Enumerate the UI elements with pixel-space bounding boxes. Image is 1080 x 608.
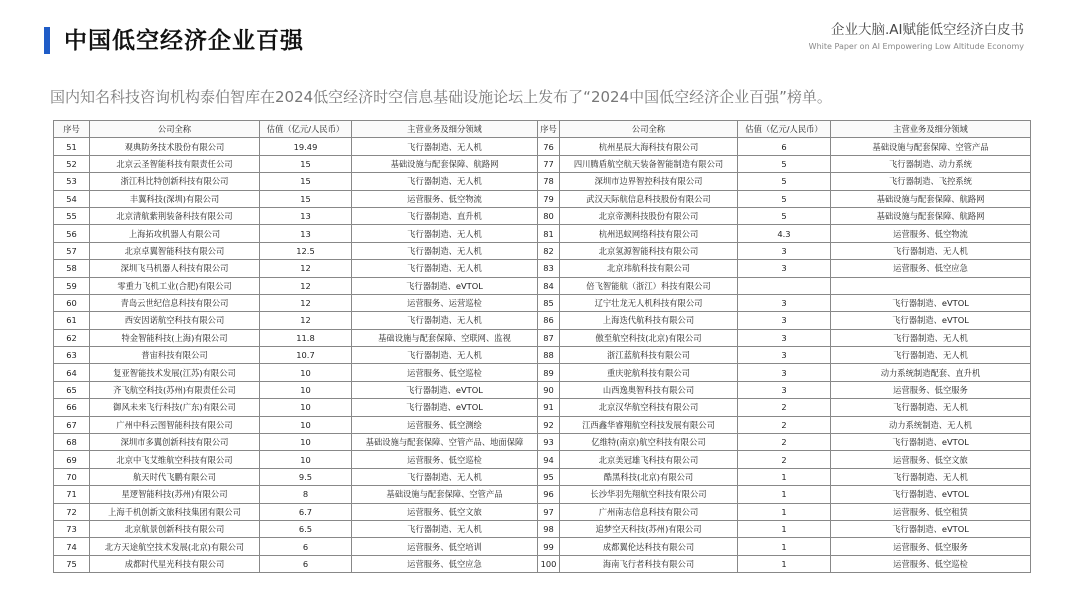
- table-header-row: [54, 121, 1031, 138]
- rank-cell: 83: [538, 260, 560, 277]
- company-cell: 酷黑科技(北京)有限公司: [560, 468, 738, 485]
- company-cell: 普宙科技有限公司: [90, 347, 260, 364]
- table-row: [54, 451, 1031, 468]
- valuation-cell: 10: [260, 399, 352, 416]
- business-cell: 飞行器制造、eVTOL: [352, 399, 538, 416]
- rank-cell: 75: [54, 555, 90, 572]
- table-row: [54, 225, 1031, 242]
- company-cell: 广州南志信息科技有限公司: [560, 503, 738, 520]
- company-cell: 武汉天际航信息科技股份有限公司: [560, 190, 738, 207]
- rank-cell: 88: [538, 347, 560, 364]
- rank-cell: 65: [54, 381, 90, 398]
- company-cell: 深圳市多翼创新科技有限公司: [90, 434, 260, 451]
- business-cell: 飞行器制造、无人机: [352, 520, 538, 537]
- rank-cell: 81: [538, 225, 560, 242]
- rank-cell: 70: [54, 468, 90, 485]
- valuation-cell: 6: [260, 555, 352, 572]
- valuation-cell: 3: [738, 381, 831, 398]
- company-cell: 海南飞行者科技有限公司: [560, 555, 738, 572]
- rank-cell: 79: [538, 190, 560, 207]
- company-cell: 北京帝测科技股份有限公司: [560, 207, 738, 224]
- rank-cell: 56: [54, 225, 90, 242]
- valuation-cell: [738, 277, 831, 294]
- business-cell: 飞行器制造、无人机: [352, 468, 538, 485]
- col-header: 公司全称: [560, 121, 738, 138]
- valuation-cell: 3: [738, 260, 831, 277]
- company-cell: 深圳市边界智控科技有限公司: [560, 173, 738, 190]
- business-cell: 基础设施与配套保障、空管产品: [831, 138, 1031, 155]
- business-cell: 运营服务、低空租赁: [831, 503, 1031, 520]
- business-cell: 运营服务、低空服务: [831, 538, 1031, 555]
- valuation-cell: 10: [260, 381, 352, 398]
- company-cell: 西安因诺航空科技有限公司: [90, 312, 260, 329]
- company-cell: 特金智能科技(上海)有限公司: [90, 329, 260, 346]
- col-header: 估值（亿元/人民币）: [260, 121, 352, 138]
- company-cell: 长沙华羽先翔航空科技有限公司: [560, 486, 738, 503]
- valuation-cell: 2: [738, 399, 831, 416]
- table-row: [54, 503, 1031, 520]
- table-row: [54, 277, 1031, 294]
- valuation-cell: 12: [260, 277, 352, 294]
- header-right-title: 企业大脑.AI赋能低空经济白皮书: [830, 22, 1024, 38]
- business-cell: 飞行器制造、无人机: [352, 225, 538, 242]
- business-cell: 运营服务、低空应急: [352, 555, 538, 572]
- business-cell: 飞行器制造、eVTOL: [831, 520, 1031, 537]
- table-row: [54, 399, 1031, 416]
- business-cell: 飞行器制造、无人机: [352, 260, 538, 277]
- valuation-cell: 19.49: [260, 138, 352, 155]
- valuation-cell: 1: [738, 486, 831, 503]
- business-cell: 飞行器制造、eVTOL: [352, 277, 538, 294]
- table-row: [54, 190, 1031, 207]
- company-cell: 深圳飞马机器人科技有限公司: [90, 260, 260, 277]
- business-cell: 飞行器制造、无人机: [831, 242, 1031, 259]
- company-cell: 山西逸奥智科技有限公司: [560, 381, 738, 398]
- valuation-cell: 6: [260, 538, 352, 555]
- rank-cell: 95: [538, 468, 560, 485]
- col-header: 序号: [54, 121, 90, 138]
- rank-cell: 72: [54, 503, 90, 520]
- rank-cell: 87: [538, 329, 560, 346]
- business-cell: 运营服务、低空巡检: [831, 555, 1031, 572]
- company-cell: 航天时代飞鹏有限公司: [90, 468, 260, 485]
- table-row: [54, 294, 1031, 311]
- valuation-cell: 2: [738, 451, 831, 468]
- company-cell: 上海迭代航科技有限公司: [560, 312, 738, 329]
- ranking-table: [53, 120, 1031, 573]
- company-cell: 成都时代星光科技有限公司: [90, 555, 260, 572]
- rank-cell: 85: [538, 294, 560, 311]
- table-row: [54, 486, 1031, 503]
- company-cell: 齐飞航空科技(苏州)有限责任公司: [90, 381, 260, 398]
- valuation-cell: 6: [738, 138, 831, 155]
- company-cell: 青岛云世纪信息科技有限公司: [90, 294, 260, 311]
- table-body: [54, 138, 1031, 573]
- rank-cell: 80: [538, 207, 560, 224]
- rank-cell: 89: [538, 364, 560, 381]
- valuation-cell: 3: [738, 294, 831, 311]
- company-cell: 辽宁壮龙无人机科技有限公司: [560, 294, 738, 311]
- rank-cell: 58: [54, 260, 90, 277]
- valuation-cell: 3: [738, 242, 831, 259]
- company-cell: 北京航景创新科技有限公司: [90, 520, 260, 537]
- valuation-cell: 1: [738, 520, 831, 537]
- rank-cell: 71: [54, 486, 90, 503]
- company-cell: 追梦空天科技(苏州)有限公司: [560, 520, 738, 537]
- table-row: [54, 242, 1031, 259]
- intro-text: 国内知名科技咨询机构泰伯智库在2024低空经济时空信息基础设施论坛上发布了“2024中国低空经济企业百强”榜单。: [50, 88, 832, 106]
- company-cell: 广州中科云图智能科技有限公司: [90, 416, 260, 433]
- col-header: 估值（亿元/人民币）: [738, 121, 831, 138]
- business-cell: 飞行器制造、动力系统: [831, 155, 1031, 172]
- company-cell: 星逻智能科技(苏州)有限公司: [90, 486, 260, 503]
- valuation-cell: 15: [260, 173, 352, 190]
- valuation-cell: 15: [260, 190, 352, 207]
- table-row: [54, 555, 1031, 572]
- business-cell: 运营服务、低空培训: [352, 538, 538, 555]
- rank-cell: 91: [538, 399, 560, 416]
- company-cell: 零重力飞机工业(合肥)有限公司: [90, 277, 260, 294]
- business-cell: 运营服务、低空巡检: [352, 364, 538, 381]
- valuation-cell: 3: [738, 347, 831, 364]
- rank-cell: 94: [538, 451, 560, 468]
- company-cell: 御风未来飞行科技(广东)有限公司: [90, 399, 260, 416]
- table-row: [54, 347, 1031, 364]
- business-cell: 飞行器制造、eVTOL: [831, 294, 1031, 311]
- business-cell: 基础设施与配套保障、空管产品: [352, 486, 538, 503]
- company-cell: 四川腾盾航空航天装备智能制造有限公司: [560, 155, 738, 172]
- valuation-cell: 1: [738, 468, 831, 485]
- business-cell: 飞行器制造、无人机: [831, 399, 1031, 416]
- rank-cell: 74: [54, 538, 90, 555]
- business-cell: 运营服务、低空文旅: [831, 451, 1031, 468]
- business-cell: 运营服务、低空测绘: [352, 416, 538, 433]
- business-cell: 飞行器制造、无人机: [831, 329, 1031, 346]
- company-cell: 复亚智能技术发展(江苏)有限公司: [90, 364, 260, 381]
- valuation-cell: 12: [260, 312, 352, 329]
- business-cell: 基础设施与配套保障、空联网、监视: [352, 329, 538, 346]
- business-cell: 飞行器制造、无人机: [352, 312, 538, 329]
- company-cell: 北京玮航科技有限公司: [560, 260, 738, 277]
- valuation-cell: 5: [738, 207, 831, 224]
- table-row: [54, 416, 1031, 433]
- business-cell: 飞行器制造、直升机: [352, 207, 538, 224]
- business-cell: 飞行器制造、无人机: [352, 173, 538, 190]
- business-cell: 基础设施与配套保障、航路网: [831, 207, 1031, 224]
- rank-cell: 68: [54, 434, 90, 451]
- valuation-cell: 1: [738, 503, 831, 520]
- rank-cell: 84: [538, 277, 560, 294]
- company-cell: 重庆驼航科技有限公司: [560, 364, 738, 381]
- col-header: 序号: [538, 121, 560, 138]
- company-cell: 北京氢源智能科技有限公司: [560, 242, 738, 259]
- rank-cell: 77: [538, 155, 560, 172]
- rank-cell: 73: [54, 520, 90, 537]
- company-cell: 倍飞智能航（浙江）科技有限公司: [560, 277, 738, 294]
- company-cell: 杭州星辰大海科技有限公司: [560, 138, 738, 155]
- valuation-cell: 3: [738, 364, 831, 381]
- valuation-cell: 2: [738, 416, 831, 433]
- business-cell: 飞行器制造、eVTOL: [831, 312, 1031, 329]
- rank-cell: 69: [54, 451, 90, 468]
- business-cell: 运营服务、低空巡检: [352, 451, 538, 468]
- valuation-cell: 3: [738, 312, 831, 329]
- business-cell: 运营服务、低空文旅: [352, 503, 538, 520]
- company-cell: 观典防务技术股份有限公司: [90, 138, 260, 155]
- business-cell: 飞行器制造、eVTOL: [831, 486, 1031, 503]
- company-cell: 成都翼伦达科技有限公司: [560, 538, 738, 555]
- rank-cell: 63: [54, 347, 90, 364]
- business-cell: 动力系统制造、无人机: [831, 416, 1031, 433]
- page-title: 中国低空经济企业百强: [64, 28, 304, 54]
- rank-cell: 86: [538, 312, 560, 329]
- business-cell: 基础设施与配套保障、航路网: [352, 155, 538, 172]
- valuation-cell: 12: [260, 294, 352, 311]
- business-cell: 运营服务、低空服务: [831, 381, 1031, 398]
- rank-cell: 57: [54, 242, 90, 259]
- rank-cell: 93: [538, 434, 560, 451]
- table-row: [54, 468, 1031, 485]
- rank-cell: 55: [54, 207, 90, 224]
- table-row: [54, 329, 1031, 346]
- table-row: [54, 434, 1031, 451]
- rank-cell: 78: [538, 173, 560, 190]
- rank-cell: 61: [54, 312, 90, 329]
- business-cell: 动力系统制造配套、直升机: [831, 364, 1031, 381]
- valuation-cell: 1: [738, 555, 831, 572]
- valuation-cell: 1: [738, 538, 831, 555]
- rank-cell: 90: [538, 381, 560, 398]
- table-row: [54, 312, 1031, 329]
- valuation-cell: 3: [738, 329, 831, 346]
- valuation-cell: 2: [738, 434, 831, 451]
- rank-cell: 66: [54, 399, 90, 416]
- business-cell: 飞行器制造、无人机: [352, 138, 538, 155]
- valuation-cell: 12.5: [260, 242, 352, 259]
- company-cell: 北京汉华航空科技有限公司: [560, 399, 738, 416]
- rank-cell: 76: [538, 138, 560, 155]
- col-header: 主营业务及细分领域: [831, 121, 1031, 138]
- rank-cell: 64: [54, 364, 90, 381]
- business-cell: 飞行器制造、eVTOL: [831, 434, 1031, 451]
- valuation-cell: 6.7: [260, 503, 352, 520]
- valuation-cell: 6.5: [260, 520, 352, 537]
- business-cell: 运营服务、运营巡检: [352, 294, 538, 311]
- table-row: [54, 155, 1031, 172]
- valuation-cell: 5: [738, 155, 831, 172]
- table-row: [54, 364, 1031, 381]
- table-row: [54, 520, 1031, 537]
- rank-cell: 97: [538, 503, 560, 520]
- company-cell: 北京云圣智能科技有限责任公司: [90, 155, 260, 172]
- header-right-subtitle: White Paper on AI Empowering Low Altitude Economy: [808, 42, 1024, 51]
- business-cell: 飞行器制造、无人机: [352, 242, 538, 259]
- business-cell: 飞行器制造、无人机: [831, 347, 1031, 364]
- valuation-cell: 4.3: [738, 225, 831, 242]
- rank-cell: 98: [538, 520, 560, 537]
- title-accent-bar: [44, 27, 50, 54]
- business-cell: 飞行器制造、飞控系统: [831, 173, 1031, 190]
- table-row: [54, 538, 1031, 555]
- table-row: [54, 260, 1031, 277]
- rank-cell: 100: [538, 555, 560, 572]
- company-cell: 丰翼科技(深圳)有限公司: [90, 190, 260, 207]
- valuation-cell: 8: [260, 486, 352, 503]
- valuation-cell: 10: [260, 416, 352, 433]
- business-cell: 飞行器制造、eVTOL: [352, 381, 538, 398]
- valuation-cell: 12: [260, 260, 352, 277]
- company-cell: 北京美冠雄飞科技有限公司: [560, 451, 738, 468]
- rank-cell: 51: [54, 138, 90, 155]
- rank-cell: 99: [538, 538, 560, 555]
- company-cell: 上海千机创新文旅科技集团有限公司: [90, 503, 260, 520]
- header-right: [809, 21, 1024, 51]
- company-cell: 亿维特(南京)航空科技有限公司: [560, 434, 738, 451]
- rank-cell: 53: [54, 173, 90, 190]
- rank-cell: 82: [538, 242, 560, 259]
- rank-cell: 92: [538, 416, 560, 433]
- table-row: [54, 207, 1031, 224]
- business-cell: [831, 277, 1031, 294]
- col-header: 主营业务及细分领域: [352, 121, 538, 138]
- table-row: [54, 173, 1031, 190]
- rank-cell: 67: [54, 416, 90, 433]
- company-cell: 江西鑫华睿翔航空科技发展有限公司: [560, 416, 738, 433]
- business-cell: 运营服务、低空应急: [831, 260, 1031, 277]
- company-cell: 浙江蓝航科技有限公司: [560, 347, 738, 364]
- table-row: [54, 381, 1031, 398]
- company-cell: 上海拓攻机器人有限公司: [90, 225, 260, 242]
- company-cell: 北京中飞艾维航空科技有限公司: [90, 451, 260, 468]
- business-cell: 飞行器制造、无人机: [352, 347, 538, 364]
- business-cell: 运营服务、低空物流: [831, 225, 1031, 242]
- company-cell: 北京卓翼智能科技有限公司: [90, 242, 260, 259]
- valuation-cell: 10.7: [260, 347, 352, 364]
- rank-cell: 96: [538, 486, 560, 503]
- valuation-cell: 10: [260, 364, 352, 381]
- business-cell: 运营服务、低空物流: [352, 190, 538, 207]
- company-cell: 浙江科比特创新科技有限公司: [90, 173, 260, 190]
- rank-cell: 52: [54, 155, 90, 172]
- valuation-cell: 9.5: [260, 468, 352, 485]
- company-cell: 北京清航紫荆装备科技有限公司: [90, 207, 260, 224]
- rank-cell: 59: [54, 277, 90, 294]
- company-cell: 杭州迅蚁网络科技有限公司: [560, 225, 738, 242]
- rank-cell: 60: [54, 294, 90, 311]
- valuation-cell: 13: [260, 207, 352, 224]
- company-cell: 北方天途航空技术发展(北京)有限公司: [90, 538, 260, 555]
- company-cell: 傲至航空科技(北京)有限公司: [560, 329, 738, 346]
- table-row: [54, 138, 1031, 155]
- rank-cell: 62: [54, 329, 90, 346]
- valuation-cell: 13: [260, 225, 352, 242]
- business-cell: 飞行器制造、无人机: [831, 468, 1031, 485]
- valuation-cell: 15: [260, 155, 352, 172]
- valuation-cell: 11.8: [260, 329, 352, 346]
- business-cell: 基础设施与配套保障、航路网: [831, 190, 1031, 207]
- valuation-cell: 10: [260, 434, 352, 451]
- rank-cell: 54: [54, 190, 90, 207]
- valuation-cell: 5: [738, 190, 831, 207]
- business-cell: 基础设施与配套保障、空管产品、地面保障: [352, 434, 538, 451]
- valuation-cell: 10: [260, 451, 352, 468]
- valuation-cell: 5: [738, 173, 831, 190]
- col-header: 公司全称: [90, 121, 260, 138]
